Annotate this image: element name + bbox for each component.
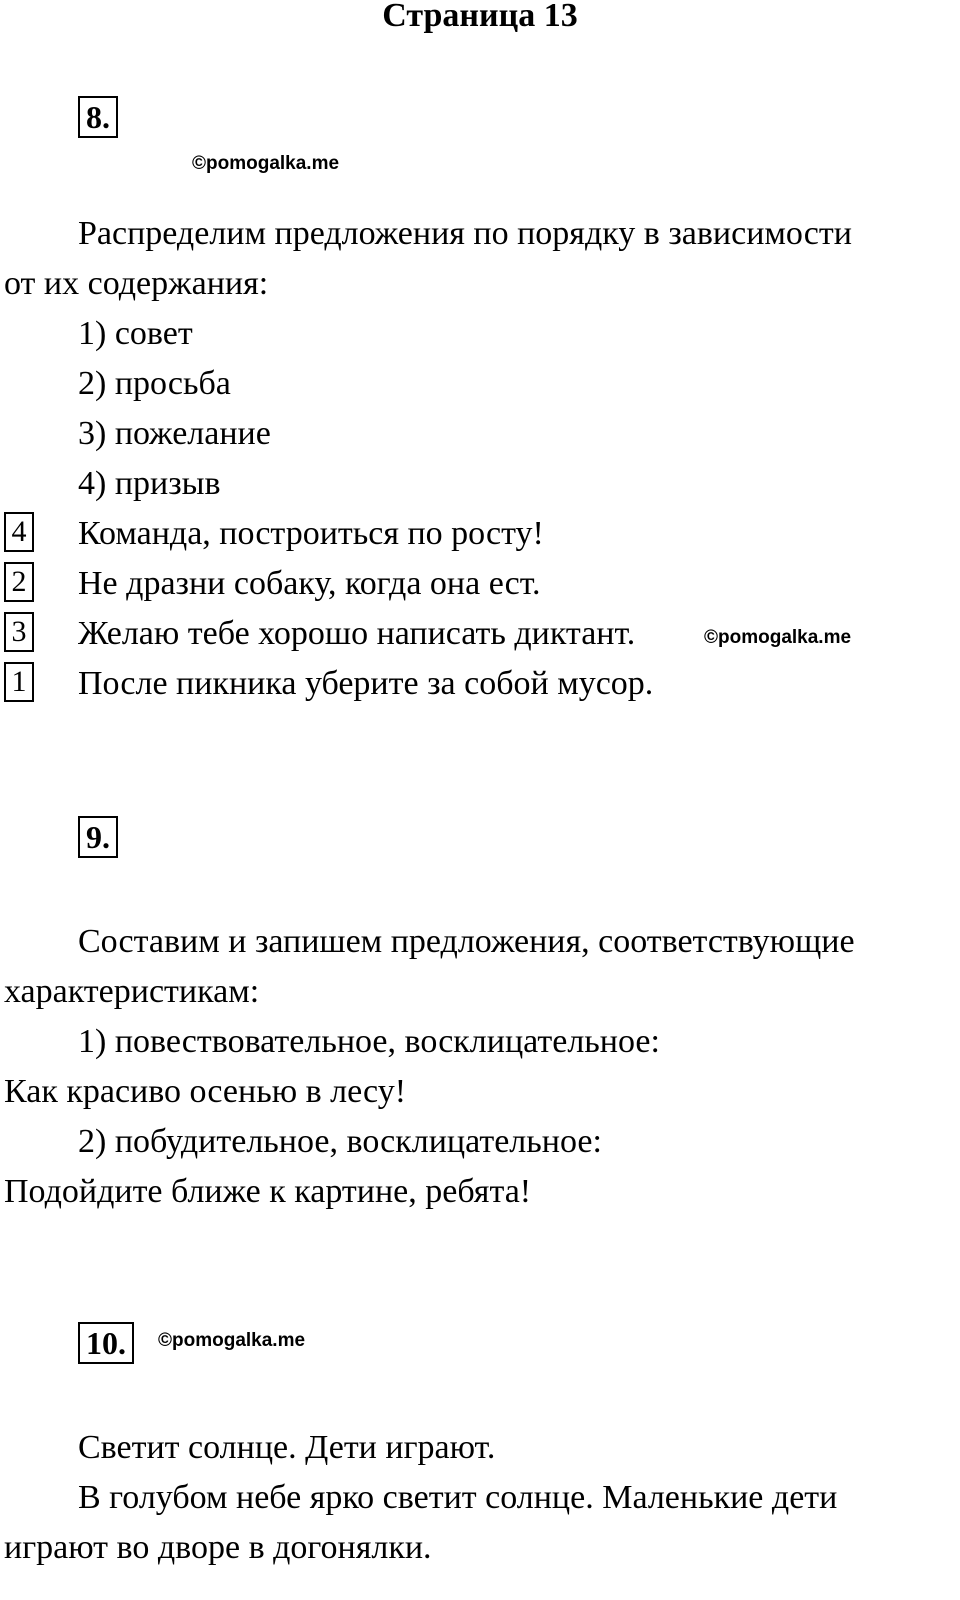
watermark: ©pomogalka.me xyxy=(158,1330,306,1351)
answer-box-4: 1 xyxy=(4,662,34,702)
task-10-number: 10. xyxy=(78,1322,134,1364)
answer-box-2: 2 xyxy=(4,562,34,602)
task-8-category-1: 1) совет xyxy=(78,315,193,352)
task-8-sentence-4: После пикника уберите за собой мусор. xyxy=(78,665,654,702)
task-9-item-2-label: 2) побудительное, восклицательное: xyxy=(78,1123,602,1160)
answer-box-3: 3 xyxy=(4,612,34,652)
task-8-number: 8. xyxy=(78,96,118,138)
task-9-intro-line-1: Составим и запишем предложения, соответствующие xyxy=(78,923,855,960)
task-8-intro-line-2: от их содержания: xyxy=(4,265,269,302)
task-10-line-1: Светит солнце. Дети играют. xyxy=(78,1429,496,1466)
task-8-sentence-1: Команда, построиться по росту! xyxy=(78,515,544,552)
task-8-category-2: 2) просьба xyxy=(78,365,231,402)
task-8-sentence-3: Желаю тебе хорошо написать диктант. xyxy=(78,615,636,652)
task-8-intro-line-1: Распределим предложения по порядку в зависимости xyxy=(78,215,852,252)
task-9-intro-line-2: характеристикам: xyxy=(4,973,260,1010)
watermark: ©pomogalka.me xyxy=(704,627,852,648)
task-8-sentence-2: Не дразни собаку, когда она ест. xyxy=(78,565,541,602)
page-title: Страница 13 xyxy=(382,0,578,34)
task-10-line-2: В голубом небе ярко светит солнце. Маленькие дети xyxy=(78,1479,838,1516)
watermark: ©pomogalka.me xyxy=(192,153,340,174)
task-9-number: 9. xyxy=(78,816,118,858)
answer-box-1: 4 xyxy=(4,512,34,552)
task-8-category-3: 3) пожелание xyxy=(78,415,271,452)
task-10-line-3: играют во дворе в догонялки. xyxy=(4,1529,432,1566)
task-8-category-4: 4) призыв xyxy=(78,465,221,502)
task-9-item-1-answer: Как красиво осенью в лесу! xyxy=(4,1073,407,1110)
task-9-item-1-label: 1) повествовательное, восклицательное: xyxy=(78,1023,660,1060)
task-9-item-2-answer: Подойдите ближе к картине, ребята! xyxy=(4,1173,532,1210)
